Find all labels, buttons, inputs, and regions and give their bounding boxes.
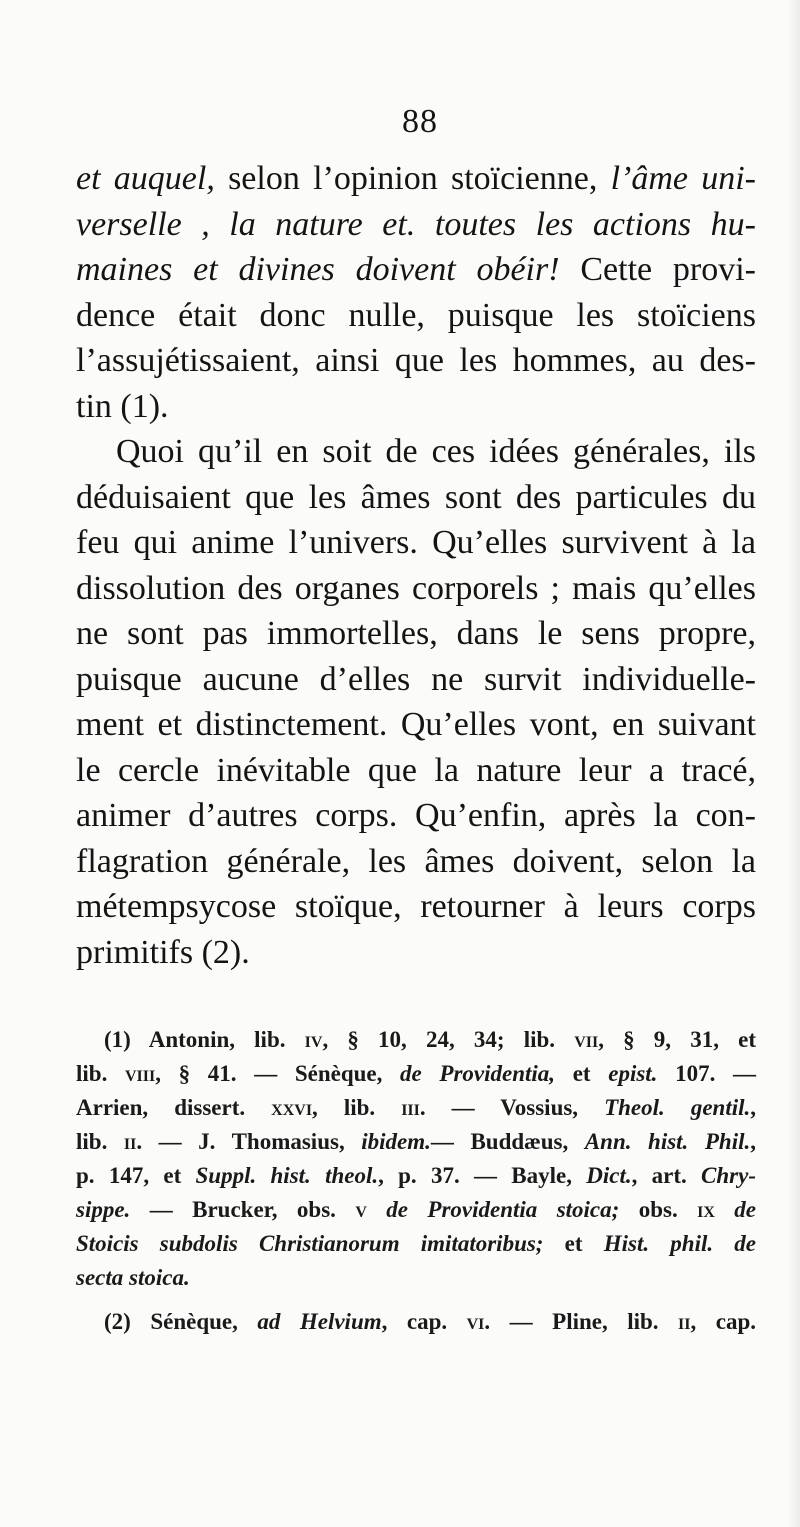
text-line: Quoi qu’il en soit de ces idées générales, ils	[116, 433, 756, 470]
text-line: flagration générale, les âmes doivent, selon la	[76, 842, 756, 880]
footnote-line: (1) Antonin, lib. iv, § 10, 24, 34; lib. vii, § 9, 31, et	[104, 1027, 757, 1052]
text-line: tin (1).	[76, 387, 169, 425]
text-line: ne sont pas immortelles, dans le sens propre,	[76, 615, 756, 652]
footnote-line: sippe. — Brucker, obs. v de Providentia stoica; obs. ix de	[76, 1197, 757, 1222]
text-line: verselle , la nature et. toutes les actions hu-	[76, 205, 756, 243]
text-line: dence était donc nulle, puisque les stoïciens	[76, 296, 756, 334]
footnote-line: lib. viii, § 41. — Sénèque, de Providentia, et epist. 107. —	[76, 1061, 756, 1086]
footnotes	[76, 1023, 756, 1339]
text-line: puisque aucune d’elles ne survit individuelle-	[76, 660, 756, 698]
text-line: métempsycose stoïque, retourner à leurs corps	[76, 888, 756, 925]
text-line: dissolution des organes corporels ; mais qu’elles	[76, 569, 756, 607]
text-line: primitifs (2).	[76, 933, 250, 971]
main-text	[76, 156, 756, 975]
footnote-line: (2) Sénèque, ad Helvium, cap. vi. — Pline, lib. ii, cap.	[104, 1309, 756, 1334]
page-number: 88	[402, 103, 438, 140]
text-line: déduisaient que les âmes sont des particules du	[76, 478, 756, 516]
footnote-line: lib. ii. — J. Thomasius, ibidem.— Buddæus, Ann. hist. Phil.,	[76, 1129, 756, 1154]
page-edge-shadow	[786, 0, 800, 1527]
footnote-line: p. 147, et Suppl. hist. theol., p. 37. — Bayle, Dict., art. Chry-	[76, 1163, 756, 1188]
text-line: ment et distinctement. Qu’elles vont, en suivant	[76, 706, 756, 743]
text-line: l’assujétissaient, ainsi que les hommes, au des-	[76, 342, 756, 379]
text-line: animer d’autres corps. Qu’enfin, après la con-	[76, 797, 756, 834]
footnote-line: secta stoica.	[76, 1265, 190, 1290]
text-line: maines et divines doivent obéir! Cette provi-	[76, 251, 756, 288]
footnote-line: Stoicis subdolis Christianorum imitatoribus; et Hist. phil. de	[76, 1231, 757, 1256]
text-line: feu qui anime l’univers. Qu’elles survivent à la	[76, 524, 756, 561]
text-line: le cercle inévitable que la nature leur a tracé,	[76, 751, 756, 789]
footnote-line: Arrien, dissert. xxvi, lib. iii. — Vossius, Theol. gentil.,	[76, 1095, 756, 1120]
text-line: et auquel, selon l’opinion stoïcienne, l’âme uni-	[76, 160, 757, 197]
